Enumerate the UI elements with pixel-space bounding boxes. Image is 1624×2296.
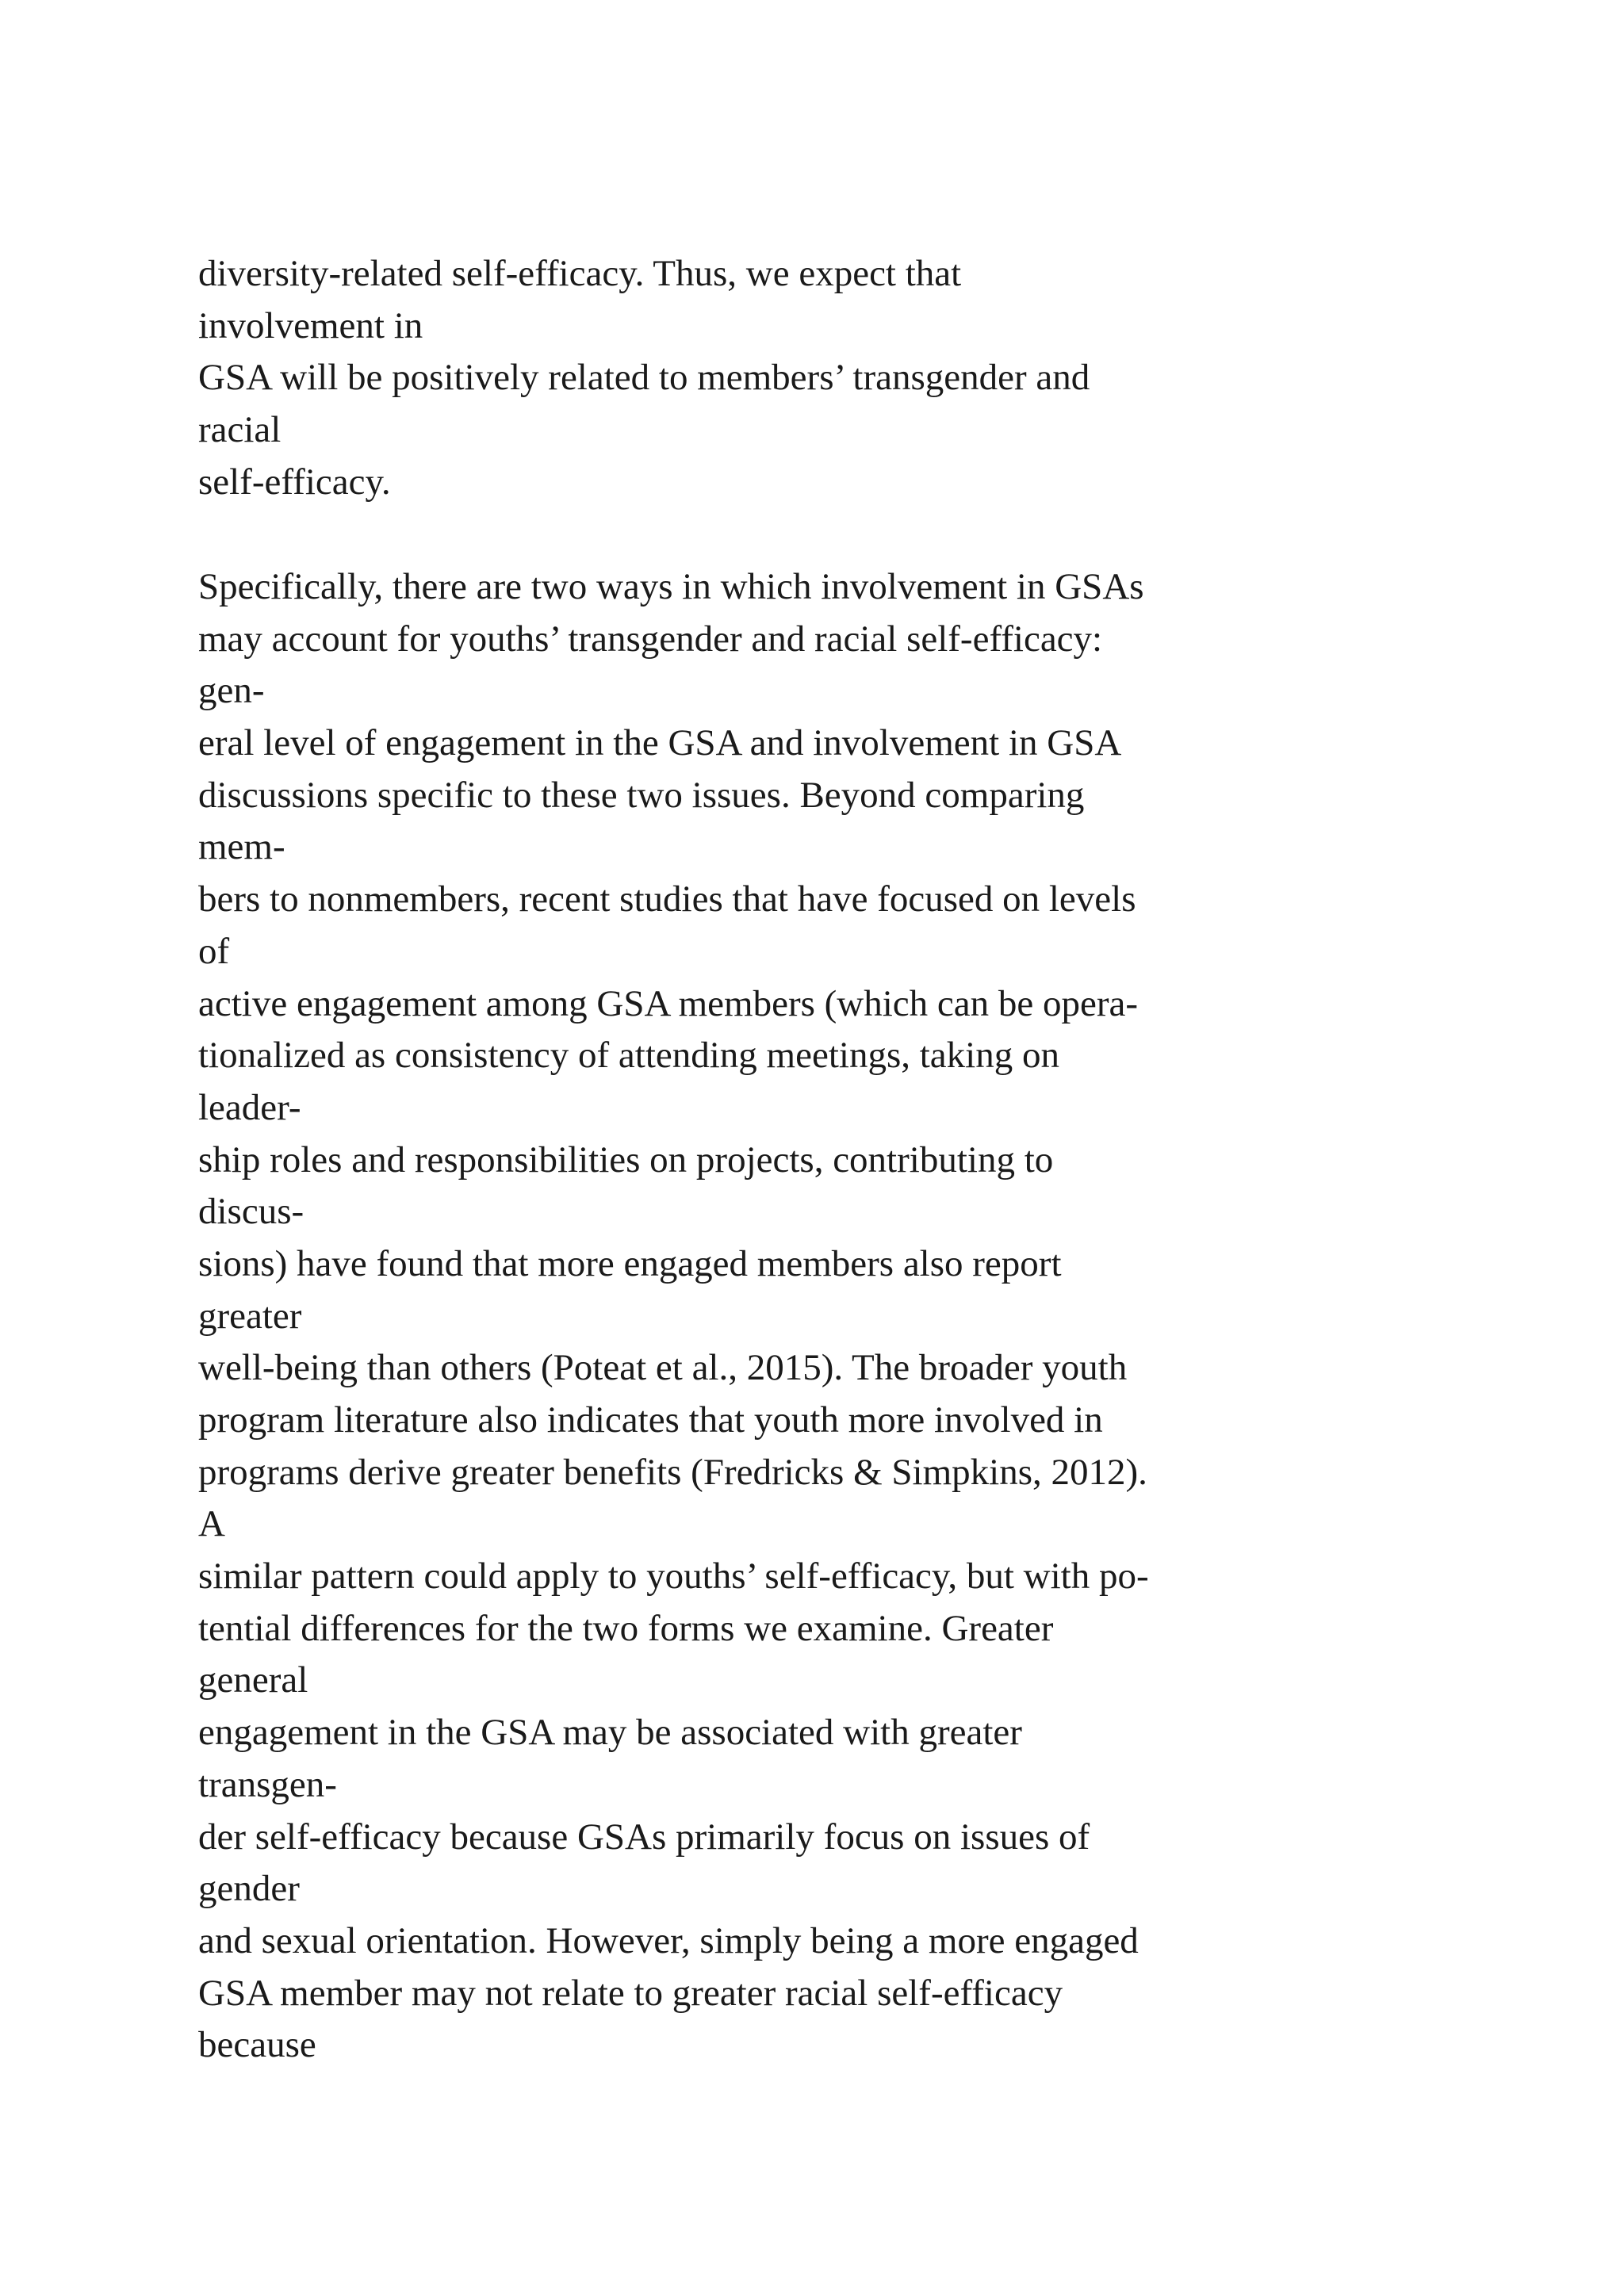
text-line: bers to nonmembers, recent studies that have focused on levels <box>198 878 1136 920</box>
text-line: active engagement among GSA members (which can be opera- <box>198 982 1139 1024</box>
text-line: programs derive greater benefits (Fredricks & Simpkins, 2012). <box>198 1451 1147 1493</box>
text-line: greater <box>198 1295 302 1337</box>
text-line: transgen- <box>198 1763 337 1805</box>
text-line: gen- <box>198 670 265 712</box>
text-line: may account for youths’ transgender and racial self-efficacy: <box>198 618 1103 660</box>
text-line: self-efficacy. <box>198 461 391 503</box>
text-line: tionalized as consistency of attending meetings, taking on <box>198 1035 1059 1077</box>
text-line: racial <box>198 409 282 451</box>
text-line: of <box>198 930 230 972</box>
text-line: well-being than others (Poteat et al., 2015). The broader youth <box>198 1347 1128 1389</box>
text-line: because <box>198 2024 316 2066</box>
text-line: engagement in the GSA may be associated with greater <box>198 1712 1022 1754</box>
text-line: tential differences for the two forms we examine. Greater <box>198 1607 1054 1649</box>
paragraph-1 <box>198 248 1594 508</box>
text-line: involvement in <box>198 304 423 346</box>
text-line: ship roles and responsibilities on projects, contributing to <box>198 1138 1054 1181</box>
text-line: A <box>198 1503 225 1545</box>
paragraph-2 <box>198 561 1594 2072</box>
text-line: general <box>198 1659 308 1701</box>
text-line: der self-efficacy because GSAs primarily focus on issues of <box>198 1816 1090 1858</box>
text-line: mem- <box>198 826 285 868</box>
text-line: eral level of engagement in the GSA and involvement in GSA <box>198 722 1122 764</box>
text-line: discussions specific to these two issues. Beyond comparing <box>198 774 1085 816</box>
text-line: discus- <box>198 1191 304 1233</box>
text-line: GSA member may not relate to greater racial self-efficacy <box>198 1972 1063 2014</box>
text-line: sions) have found that more engaged members also report <box>198 1242 1062 1284</box>
text-line: program literature also indicates that youth more involved in <box>198 1399 1103 1441</box>
text-line: and sexual orientation. However, simply being a more engaged <box>198 1919 1139 1961</box>
text-line: similar pattern could apply to youths’ self-efficacy, but with po- <box>198 1556 1149 1598</box>
text-line: diversity-related self-efficacy. Thus, we expect that <box>198 253 962 294</box>
text-line: leader- <box>198 1086 301 1128</box>
text-line: Specifically, there are two ways in which involvement in GSAs <box>198 566 1144 607</box>
text-line: GSA will be positively related to members’ transgender and <box>198 357 1090 399</box>
text-line: gender <box>198 1868 300 1910</box>
